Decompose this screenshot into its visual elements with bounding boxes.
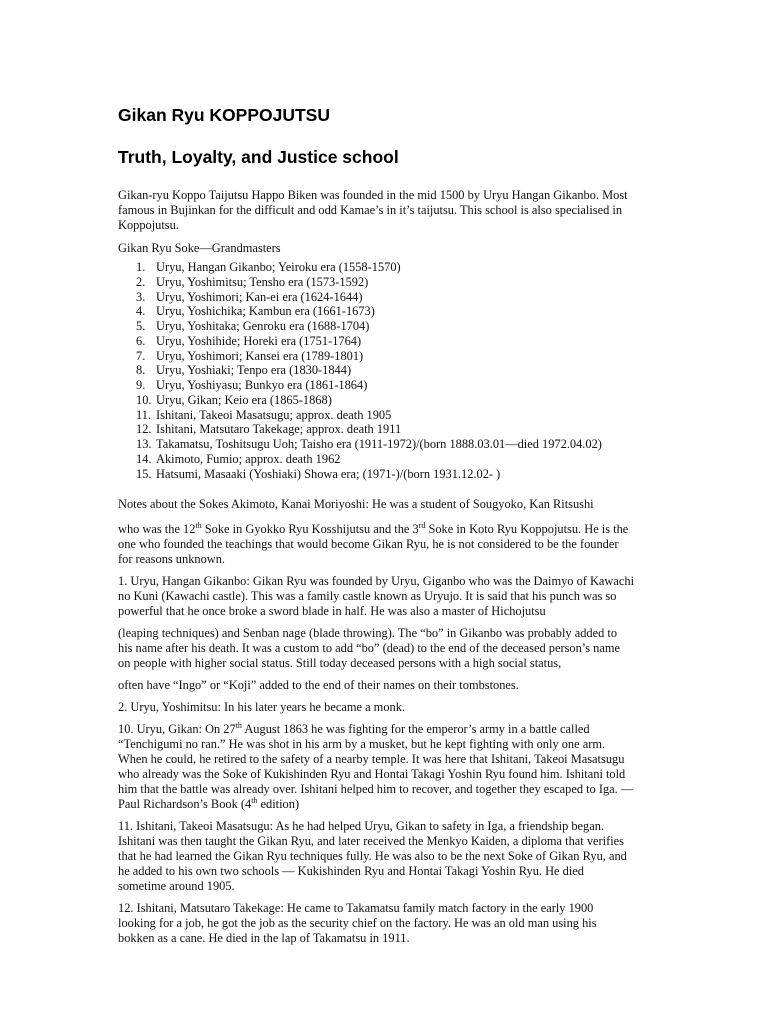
soke-list-number: 9.: [136, 378, 146, 392]
soke-list-item: [118, 319, 648, 334]
soke-list-item: [118, 467, 648, 482]
note-11-paragraph: 11. Ishitani, Takeoi Masatsugu: As he had helped Uryu, Gikan to safety in Iga, a friendship began. Ishitani was then taught the Gikan Ryu, and later received the Menkyo Kaiden, a diploma that verifies that he had learned the Gikan Ryu techniques fully. He was also to be the next Soke of Gikan Ryu, and he added to his own two schools — Kukishinden Ryu and Hontai Takagi Yoshin Ryu. He died sometime around 1905.: [118, 819, 627, 894]
note-1-tombstone-paragraph: often have “Ingo” or “Koji” added to the end of their names on their tombstones.: [118, 678, 519, 693]
soke-list-text: Uryu, Yoshiyasu; Bunkyo era (1861-1864): [156, 378, 368, 392]
intro-paragraph: Gikan-ryu Koppo Taijutsu Happo Biken was founded in the mid 1500 by Uryu Hangan Gikanbo. Most famous in Bujinkan for the difficult and odd Kamae’s in it’s taijutsu. This school is also specialised in Koppojutsu.: [118, 188, 628, 232]
soke-list-text: Hatsumi, Masaaki (Yoshiaki) Showa era; (1971-)/(born 1931.12.02- ): [156, 466, 501, 481]
soke-list-text: Uryu, Yoshiaki; Tenpo era (1830-1844): [156, 363, 352, 378]
notes-paragraph: who was the 12th Soke in Gyokko Ryu Kosshijutsu and the 3rd Soke in Koto Ryu Koppojutsu. He is the one who founded the teachings that would become Gikan Ryu, he is not considered to be the founder for reasons unknown.: [118, 521, 629, 567]
soke-list-text: Takamatsu, Toshitsugu Uoh; Taisho era (1911-1972)/(born 1888.03.01—died 1972.04.02): [156, 437, 602, 451]
soke-list-text: Uryu, Yoshichika; Kambun era (1661-1673): [156, 304, 375, 319]
soke-list-text: Uryu, Yoshihide; Horeki era (1751-1764): [156, 333, 362, 348]
soke-list-number: 6.: [136, 333, 146, 348]
soke-list-number: 10.: [136, 392, 152, 407]
note-12-paragraph: 12. Ishitani, Matsutaro Takekage: He came to Takamatsu family match factory in the early 1900 looking for a job, he got the job as the security chief on the factory. He was an old man using his bokken as a cane. He died in the lap of Takamatsu in 1911.: [118, 901, 597, 946]
soke-list-number: 13.: [136, 437, 152, 451]
soke-list-item: [118, 363, 648, 378]
document-title: Gikan Ryu KOPPOJUTSU: [118, 105, 330, 125]
soke-list-item: [118, 275, 648, 290]
soke-list-item: [118, 290, 648, 305]
soke-list-item: [118, 378, 648, 393]
document-subtitle: Truth, Loyalty, and Justice school: [118, 147, 399, 167]
soke-list-text: Ishitani, Takeoi Masatsugu; approx. death 1905: [156, 407, 392, 422]
soke-list-item: [118, 422, 648, 437]
soke-list-item: [118, 393, 648, 408]
soke-heading: Gikan Ryu Soke—Grandmasters: [118, 241, 281, 255]
soke-list-text: Uryu, Yoshimori; Kan-ei era (1624-1644): [156, 289, 363, 304]
soke-list-number: 8.: [136, 363, 146, 378]
soke-list-number: 12.: [136, 422, 152, 437]
notes-heading: Notes about the Sokes Akimoto, Kanai Moriyoshi: He was a student of Sougyoko, Kan Ritsushi: [118, 497, 594, 512]
soke-list-item: [118, 452, 648, 467]
soke-list-item: [118, 304, 648, 319]
soke-list-number: 7.: [136, 348, 146, 363]
soke-list-number: 4.: [136, 304, 146, 319]
soke-list-number: 5.: [136, 319, 146, 333]
soke-list-item: [118, 334, 648, 349]
soke-list-text: Uryu, Gikan; Keio era (1865-1868): [156, 392, 332, 407]
soke-list-item: [118, 437, 648, 452]
soke-list-text: Akimoto, Fumio; approx. death 1962: [156, 451, 341, 466]
note-1-paragraph: 1. Uryu, Hangan Gikanbo: Gikan Ryu was founded by Uryu, Giganbo who was the Daimyo of Kawachi no Kuni (Kawachi castle). This was a family castle known as Uryujo. It is said that his punch was so powerful that he once broke a sword blade in half. He was also a master of Hichojutsu: [118, 574, 635, 619]
soke-list-number: 11.: [136, 407, 152, 422]
soke-list-text: Ishitani, Matsutaro Takekage; approx. death 1911: [156, 422, 402, 437]
note-10-paragraph: 10. Uryu, Gikan: On 27th August 1863 he was fighting for the emperor’s army in a battle called “Tenchigumi no ran.” He was shot in his arm by a musket, but he kept fighting with only one arm. When he could, he retired to the safety of a nearby temple. It was here that Ishitani, Takeoi Masatsugu who already was the Soke of Kukishinden Ryu and Hontai Takagi Yoshin Ryu found him. Ishitani told him that the battle was already over. Ishitani helped him to recover, and together they escaped to Iga. — Paul Richardson’s Book (4th edition): [118, 721, 634, 812]
soke-list-number: 1.: [136, 260, 146, 274]
soke-list: [118, 260, 648, 481]
note-1-continued-paragraph: (leaping techniques) and Senban nage (blade throwing). The “bo” in Gikanbo was probably added to his name after his death. It was a custom to add “bo” (dead) to the end of the deceased person’s name on people with higher social status. Still today deceased persons with a high social status,: [118, 626, 620, 671]
soke-list-number: 2.: [136, 274, 146, 289]
soke-list-number: 14.: [136, 451, 152, 466]
soke-list-item: [118, 408, 648, 423]
soke-list-item: [118, 349, 648, 364]
note-2-paragraph: 2. Uryu, Yoshimitsu: In his later years he became a monk.: [118, 700, 405, 715]
soke-list-item: [118, 260, 648, 275]
soke-list-text: Uryu, Yoshitaka; Genroku era (1688-1704): [156, 319, 370, 333]
soke-list-text: Uryu, Yoshimori; Kansei era (1789-1801): [156, 348, 364, 363]
soke-list-number: 15.: [136, 466, 152, 481]
soke-list-text: Uryu, Hangan Gikanbo; Yeiroku era (1558-1570): [156, 260, 401, 274]
soke-list-number: 3.: [136, 289, 146, 304]
soke-list-text: Uryu, Yoshimitsu; Tensho era (1573-1592): [156, 274, 369, 289]
document-page: [118, 104, 648, 946]
